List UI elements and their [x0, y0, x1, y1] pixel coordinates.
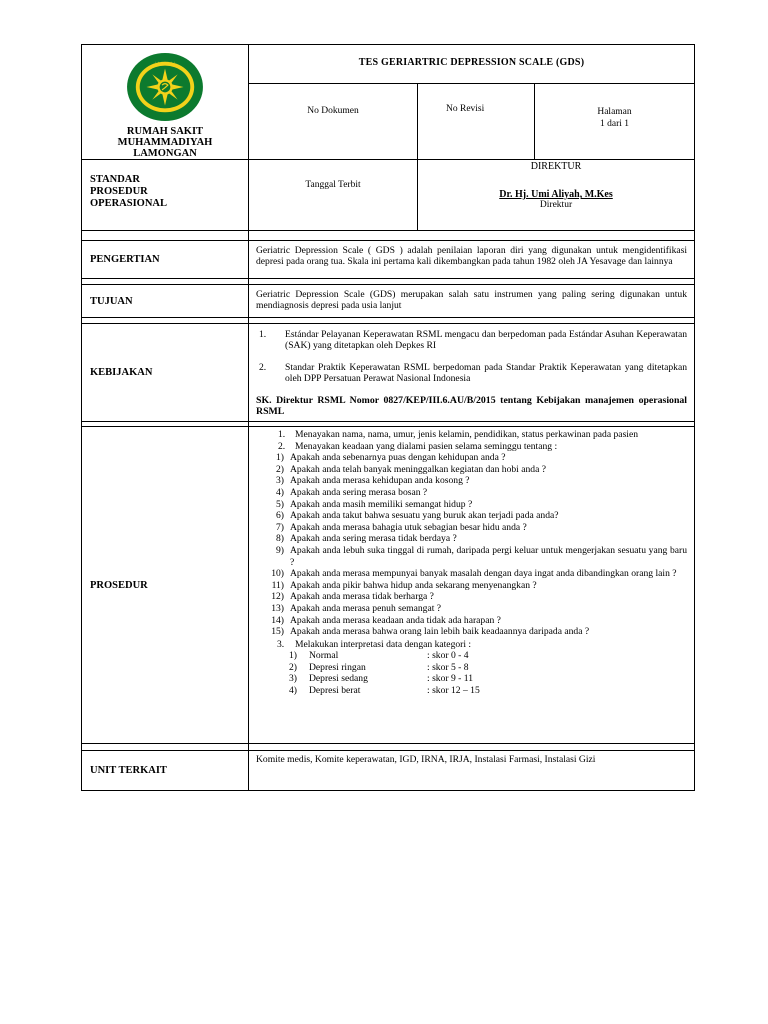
gds-question: [256, 545, 687, 568]
gds-question-text: Apakah anda merasa bahagia utuk sebagian besar hidu anda ?: [290, 521, 527, 533]
gds-category-number: 1): [289, 650, 297, 662]
gds-question-number: 9): [276, 544, 284, 556]
hospital-name-line-1: RUMAH SAKIT: [126, 126, 204, 137]
hospital-identity-cell: [82, 45, 249, 160]
gds-category-number: 3): [289, 673, 297, 685]
prosedur-step: [256, 429, 687, 441]
gds-category-label: Depresi berat: [309, 685, 361, 697]
gds-question-number: 8): [276, 533, 284, 545]
hospital-logo-icon: [126, 51, 204, 123]
gds-question: [256, 487, 687, 499]
kebijakan-item: [256, 329, 687, 351]
tanggal-terbit-label: Tanggal Terbit: [249, 160, 418, 231]
direktur-title: Direktur: [539, 200, 573, 210]
gds-question-list: [256, 452, 687, 638]
sop-label-line-3: OPERASIONAL: [90, 198, 168, 209]
sop-label-line-2: PROSEDUR: [90, 186, 148, 197]
gds-question: [256, 615, 687, 627]
gds-category-number: 2): [289, 661, 297, 673]
direktur-heading: DIREKTUR: [530, 161, 582, 172]
hospital-name: [82, 126, 248, 159]
kebijakan-item-number: 1.: [259, 329, 267, 340]
kebijakan-item-number: 2.: [259, 362, 267, 373]
halaman-value: 1 dari 1: [600, 118, 630, 129]
prosedur-step: [256, 441, 687, 453]
gds-question-number: 7): [276, 521, 284, 533]
gds-category: [256, 662, 687, 674]
gds-category-score: : skor 12 – 15: [427, 685, 480, 697]
gds-question-text: Apakah anda masih memiliki semangat hidup ?: [290, 498, 473, 510]
gds-category: [256, 673, 687, 685]
pengertian-text: Geriatric Depression Scale ( GDS ) adalah penilaian laporan diri yang digunakan untuk mengidentifikasi depresi pada orang tua. Skala ini pertama kali dikembangkan pada tahun 1982 oleh JA Yesavage dan lainnya: [249, 241, 695, 279]
prosedur-step-text: Menayakan keadaan yang dialami pasien selama seminggu tentang :: [295, 440, 558, 452]
kebijakan-item-text: Estándar Pelayanan Keperawatan RSML mengacu dan berpedoman pada Estándar Asuhan Keperawatan (SAK) yang ditetapkan oleh Depkes RI: [285, 329, 688, 351]
gds-question-text: Apakah anda takut bahwa sesuatu yang buruk akan terjadi pada anda?: [290, 510, 559, 522]
gds-question-text: Apakah anda sering merasa bosan ?: [290, 486, 428, 498]
kebijakan-content: [249, 324, 695, 422]
spacer-left: [82, 231, 249, 241]
gds-question-text: Apakah anda merasa bahwa orang lain lebih baik keadaannya daripada anda ?: [290, 626, 590, 638]
prosedur-step-text: Melakukan interpretasi data dengan kategori :: [295, 638, 472, 650]
gds-category: [256, 650, 687, 662]
gds-category-label: Depresi sedang: [309, 673, 368, 685]
gds-question: [256, 452, 687, 464]
gds-question: [256, 568, 687, 580]
kebijakan-item-text: Standar Praktik Keperawatan RSML berpedoman pada Standar Praktik Keperawatan yang ditetapkan oleh DPP Persatuan Perawat Nasional Indonesia: [285, 362, 688, 384]
gds-question-number: 10): [271, 568, 284, 580]
spacer-left: [82, 744, 249, 751]
gds-question-text: Apakah anda telah banyak meninggalkan kegiatan dan hobi anda ?: [290, 463, 547, 475]
gds-question-text: Apakah anda merasa penuh semangat ?: [290, 602, 442, 614]
gds-question-text: Apakah anda merasa mempunyai banyak masalah dengan daya ingat anda dibandingkan orang lain ?: [290, 568, 677, 580]
gds-question-text: Apakah anda merasa tidak berharga ?: [290, 591, 434, 603]
prosedur-step-number: 2.: [278, 440, 286, 452]
gds-question: [256, 510, 687, 522]
gds-question: [256, 603, 687, 615]
kebijakan-sk: SK. Direktur RSML Nomor 0827/KEP/III.6.AU/B/2015 tentang Kebijakan manajemen operasional RSML: [256, 395, 688, 417]
gds-category-list: [256, 650, 687, 696]
gds-question: [256, 626, 687, 638]
gds-question-number: 3): [276, 475, 284, 487]
hospital-name-line-2: MUHAMMADIYAH: [117, 137, 213, 148]
gds-category-score: : skor 0 - 4: [427, 650, 469, 662]
gds-question: [256, 522, 687, 534]
gds-question: [256, 475, 687, 487]
gds-question: [256, 591, 687, 603]
no-dokumen-label: No Dokumen: [249, 83, 418, 159]
gds-question-text: Apakah anda sebenarnya puas dengan kehidupan anda ?: [290, 452, 506, 464]
kebijakan-label: KEBIJAKAN: [82, 324, 249, 422]
unit-terkait-label: UNIT TERKAIT: [82, 751, 249, 791]
document-title: TES GERIARTRIC DEPRESSION SCALE (GDS): [249, 45, 695, 84]
prosedur-step-text: Menayakan nama, nama, umur, jenis kelamin, pendidikan, status perkawinan pada pasien: [295, 429, 639, 440]
gds-question-number: 12): [271, 591, 284, 603]
halaman-label: Halaman: [597, 106, 632, 117]
gds-question-text: Apakah anda merasa keadaan anda tidak ada harapan ?: [290, 614, 501, 626]
gds-question-text: Apakah anda lebuh suka tinggal di rumah, daripada pergi keluar untuk mengerjakan sesuatu yang baru ?: [290, 544, 688, 568]
gds-question-text: Apakah anda merasa kehidupan anda kosong ?: [290, 475, 470, 487]
pengertian-label: PENGERTIAN: [82, 241, 249, 279]
prosedur-label: PROSEDUR: [82, 427, 249, 744]
gds-category-number: 4): [289, 685, 297, 697]
gds-category-label: Normal: [309, 650, 339, 662]
gds-question-number: 5): [276, 498, 284, 510]
gds-question: [256, 464, 687, 476]
gds-question-number: 15): [271, 626, 284, 638]
svg-text:. . . . . . .: . . . . . . .: [154, 58, 176, 65]
direktur-name: Dr. Hj. Umi Aliyah, M.Kes: [499, 189, 613, 200]
tujuan-label: TUJUAN: [82, 285, 249, 318]
gds-question: [256, 499, 687, 511]
gds-category-label: Depresi ringan: [309, 661, 366, 673]
kebijakan-item: [256, 362, 687, 384]
direktur-cell: [418, 160, 695, 231]
sop-document: [81, 44, 694, 791]
gds-question-number: 11): [271, 579, 284, 591]
prosedur-step-number: 3.: [277, 638, 285, 650]
gds-question-number: 2): [276, 463, 284, 475]
gds-question-text: Apakah anda sering merasa tidak berdaya ?: [290, 533, 457, 545]
gds-category: [256, 685, 687, 697]
spacer-right: [249, 744, 695, 751]
gds-question-text: Apakah anda pikir bahwa hidup anda sekarang menyenangkan ?: [290, 579, 537, 591]
gds-question-number: 14): [271, 614, 284, 626]
hospital-name-line-3: LAMONGAN: [133, 148, 197, 159]
gds-category-score: : skor 9 - 11: [427, 673, 474, 685]
sop-label: [82, 160, 249, 231]
gds-question-number: 4): [276, 486, 284, 498]
no-revisi-label: No Revisi: [418, 83, 535, 159]
prosedur-step-number: 1.: [278, 429, 286, 440]
tujuan-text: Geriatric Depression Scale (GDS) merupakan salah satu instrumen yang paling sering digunakan untuk mendiagnosis depresi pada usia lanjut: [249, 285, 695, 318]
gds-category-score: : skor 5 - 8: [427, 661, 469, 673]
prosedur-content: [249, 427, 695, 744]
sop-table: [81, 44, 695, 791]
spacer-right: [249, 231, 695, 241]
gds-question-number: 13): [271, 602, 284, 614]
sop-label-line-1: STANDAR: [90, 174, 140, 185]
gds-question-number: 6): [276, 510, 284, 522]
gds-question-number: 1): [276, 452, 284, 464]
gds-question: [256, 533, 687, 545]
prosedur-step: [256, 639, 687, 651]
unit-terkait-text: Komite medis, Komite keperawatan, IGD, IRNA, IRJA, Instalasi Farmasi, Instalasi Gizi: [249, 751, 695, 791]
gds-question: [256, 580, 687, 592]
halaman-cell: [535, 83, 695, 159]
